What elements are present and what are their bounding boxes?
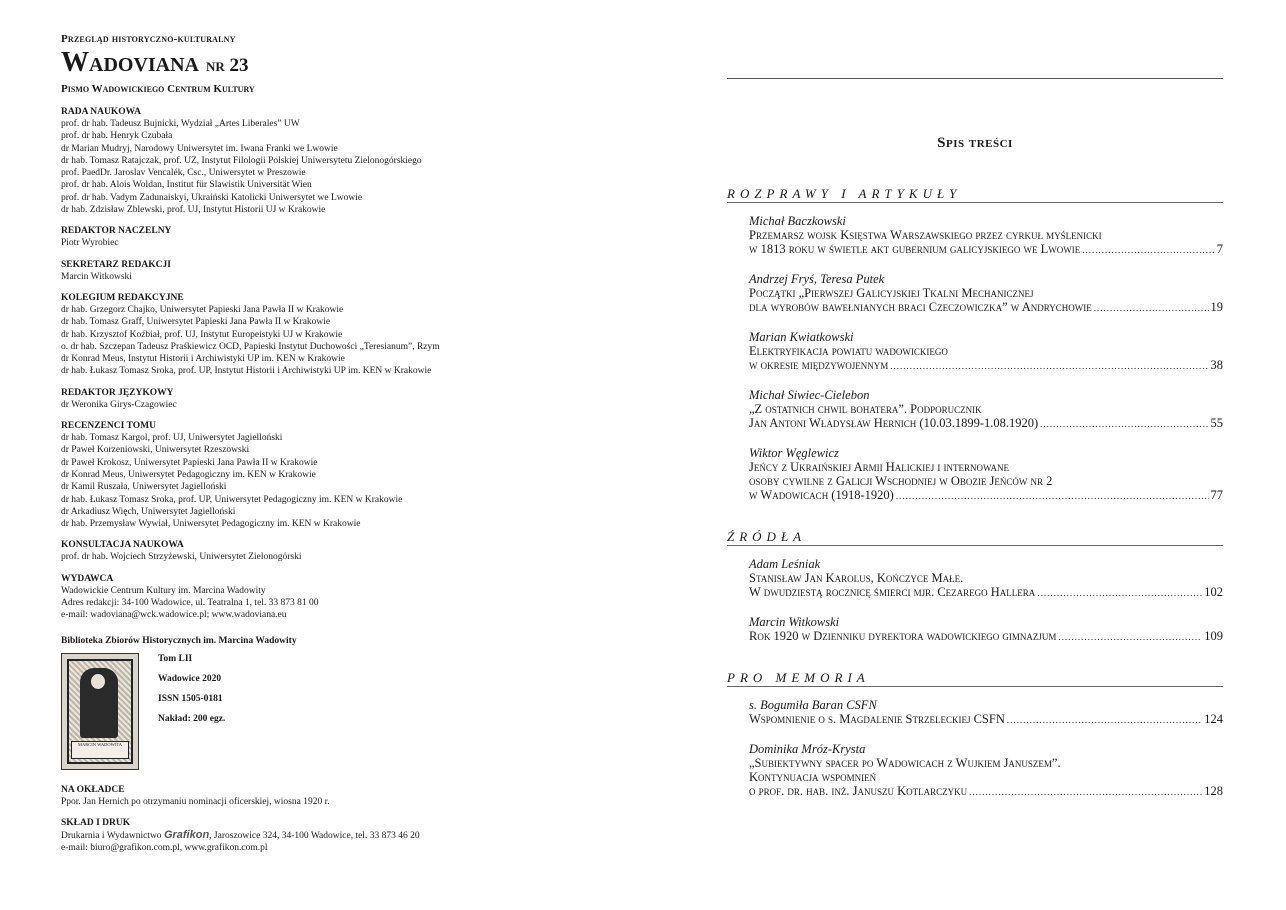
entry-title-line: Elektryfikacja powiatu wadowickiego [749, 344, 948, 358]
editorial-section [61, 225, 661, 249]
leader-dots [969, 785, 1202, 799]
entry-title-line: w 1813 roku w świetle akt gubernium galicyjskiego we Lwowie [749, 242, 1081, 256]
editorial-section [61, 573, 661, 622]
entry-author: Marcin Witkowski [749, 615, 840, 629]
toc-entry[interactable] [749, 388, 1223, 431]
section-line: Marcin Witkowski [61, 271, 132, 282]
editorial-section [61, 420, 661, 530]
entry-author: Michał Siwiec-Cielebon [749, 388, 870, 402]
section-heading: SEKRETARZ REDAKCJI [61, 259, 171, 270]
toc-entry[interactable] [749, 272, 1223, 315]
entry-title-last-line [749, 416, 1223, 431]
section-line: dr Konrad Meus, Uniwersytet Pedagogiczny im. KEN w Krakowie [61, 469, 316, 480]
entry-author: Marian Kwiatkowski [749, 330, 854, 344]
section-heading: REDAKTOR JĘZYKOWY [61, 387, 174, 398]
entry-title-line: Wspomnienie o s. Magdalenie Strzeleckiej CSFN [749, 712, 1005, 726]
section-line: prof. dr hab. Wojciech Strzyżewski, Uniwersytet Zielonogórski [61, 552, 302, 563]
editorial-section [61, 106, 661, 216]
section-line: dr hab. Tomasz Kargol, prof. UJ, Uniwersytet Jagielloński [61, 433, 283, 444]
top-rule [727, 78, 1223, 79]
entry-page-number: 38 [1210, 358, 1223, 372]
place-year: Wadowice 2020 [158, 673, 222, 684]
entry-title-last-line [749, 629, 1223, 644]
section-line: dr hab. Łukasz Tomasz Sroka, prof. UP, Uniwersytet Pedagogiczny im. KEN w Krakowie [61, 494, 403, 505]
entry-title-line: w okresie międzywojennym [749, 358, 889, 372]
entry-page-number: 124 [1204, 712, 1223, 726]
issn: ISSN 1505-0181 [158, 693, 223, 704]
entry-author: s. Bogumiła Baran CSFN [749, 698, 877, 712]
section-line: dr Arkadiusz Więch, Uniwersytet Jagielloński [61, 506, 236, 517]
masthead-top: Przegląd historyczno-kulturalny [61, 33, 236, 45]
editorial-sections [61, 106, 661, 622]
section-heading: RECENZENCI TOMU [61, 421, 156, 432]
section-line: dr Weronika Girys-Czagowiec [61, 399, 177, 410]
leader-dots [1082, 243, 1215, 257]
portrait-image [61, 653, 139, 770]
toc-category: PRO MEMORIA [727, 670, 870, 685]
book-block [61, 653, 661, 770]
section-line: dr hab. Krzysztof Koźbiał, prof. UJ, Instytut Europeistyki UJ w Krakowie [61, 329, 343, 340]
cover-text: Ppor. Jan Hernich po otrzymaniu nominacji oficerskiej, wiosna 1920 r. [61, 796, 330, 807]
section-heading: KONSULTACJA NAUKOWA [61, 540, 184, 551]
leader-dots [896, 489, 1209, 503]
section-line: prof. dr hab. Vadym Zadunaiskyi, Ukraiński Katolicki Uniwersytet we Lwowie [61, 192, 363, 203]
print-line-1 [61, 829, 661, 842]
entry-title-line: Przemarsz wojsk Księstwa Warszawskiego przez cyrkuł myślenicki [749, 228, 1102, 242]
book-info [158, 653, 225, 770]
entry-author: Andrzej Fryś, Teresa Putek [749, 272, 885, 286]
masthead-subtitle: Pismo Wadowickiego Centrum Kultury [61, 83, 255, 95]
section-line: prof. dr hab. Tadeusz Bujnicki, Wydział „Artes Liberales” UW [61, 119, 300, 129]
print-section [61, 817, 661, 855]
entry-page-number: 55 [1210, 416, 1223, 430]
toc-category: ROZPRAWY I ARTYKUŁY [727, 186, 962, 201]
entry-title-line: Kontynuacja wspomnień [749, 770, 877, 784]
entry-title-line: Jan Antoni Władysław Hernich (10.03.1899-1.08.1920) [749, 416, 1039, 430]
entry-page-number: 128 [1204, 784, 1223, 798]
leader-dots [890, 359, 1208, 373]
entry-title-last-line [749, 242, 1223, 257]
leader-dots [1058, 630, 1202, 644]
print-post: , Jaroszowice 324, 34-100 Wadowice, tel. 33 873 46 20 [209, 830, 420, 841]
left-page [61, 33, 661, 855]
leader-dots [1007, 713, 1202, 727]
right-page [727, 78, 1223, 799]
section-heading: KOLEGIUM REDAKCYJNE [61, 292, 184, 303]
cover-section [61, 784, 661, 808]
entry-title-line: Stanisław Jan Karolus, Kończyce Małe. [749, 571, 964, 585]
section-line: dr Marian Mudryj, Narodowy Uniwersytet im. Iwana Franki we Lwowie [61, 143, 338, 154]
entry-title-line: Początki „Pierwszej Galicyjskiej Tkalni Mechanicznej [749, 286, 1034, 300]
toc-entry[interactable] [749, 615, 1223, 644]
section-line: Piotr Wyrobiec [61, 238, 119, 249]
cover-heading: NA OKŁADCE [61, 784, 125, 795]
entry-title-line: osoby cywilne z Galicji Wschodniej w Obozie Jeńców nr 2 [749, 474, 1053, 488]
section-line: dr hab. Grzegorz Chajko, Uniwersytet Papieski Jana Pawła II w Krakowie [61, 304, 344, 315]
entry-title-last-line [749, 488, 1223, 503]
editorial-section [61, 539, 661, 563]
entry-title-line: dla wyrobów bawełnianych braci Czeczowiczka” w Andrychowie [749, 300, 1092, 314]
editorial-section [61, 259, 661, 283]
issue-number: nr 23 [206, 55, 249, 76]
section-line: dr Kamil Ruszała, Uniwersytet Jagielloński [61, 482, 227, 493]
entry-page-number: 7 [1216, 242, 1223, 256]
leader-dots [1040, 417, 1208, 431]
section-line: dr hab. Zdzisław Zblewski, prof. UJ, Instytut Historii UJ w Krakowie [61, 205, 326, 216]
print-heading: SKŁAD I DRUK [61, 817, 131, 828]
section-line: prof. dr hab. Alois Woldan, Institut für Slawistik Universität Wien [61, 180, 312, 191]
section-heading: RADA NAUKOWA [61, 107, 141, 117]
entry-title-line: Rok 1920 w Dzienniku dyrektora wadowickiego gimnazjum [749, 629, 1057, 643]
leader-dots [1037, 586, 1202, 600]
biblioteka-heading: Biblioteka Zbiorów Historycznych im. Marcina Wadowity [61, 635, 297, 646]
section-heading: WYDAWCA [61, 573, 114, 584]
section-line: e-mail: wadoviana@wck.wadowice.pl; www.wadoviana.eu [61, 610, 287, 621]
entry-title-line: o prof. dr. hab. inż. Januszu Kotlarczyku [749, 784, 968, 798]
entry-title-line: „Z ostatnich chwil bohatera”. Podporucznik [749, 402, 982, 416]
entry-title-line: „Subiektywny spacer po Wadowicach z Wujkiem Januszem”. [749, 756, 1061, 770]
category-rule [727, 545, 1223, 546]
toc-entry[interactable] [749, 446, 1223, 503]
section-line: o. dr hab. Szczepan Tadeusz Praśkiewicz OCD, Papieski Instytut Duchowości „Teresianum”, Rzym [61, 341, 440, 352]
entry-title-line: Jeńcy z Ukraińskiej Armii Halickiej i internowane [749, 460, 1009, 474]
entry-title-line: W dwudziestą rocznicę śmierci mjr. Cezarego Hallera [749, 585, 1036, 599]
category-rule [727, 686, 1223, 687]
section-line: prof. PaedDr. Jaroslav Vencalék, Csc., Uniwersytet w Preszowie [61, 168, 306, 179]
magazine-title [61, 47, 661, 82]
entry-title-last-line [749, 585, 1223, 600]
portrait-caption: MARCIN WADOWITA [71, 741, 129, 759]
editorial-section [61, 292, 661, 378]
entry-title-last-line [749, 300, 1223, 315]
section-line: Adres redakcji: 34-100 Wadowice, ul. Teatralna 1, tel. 33 873 81 00 [61, 598, 319, 609]
section-line: dr Paweł Korzeniowski, Uniwersytet Rzeszowski [61, 445, 250, 456]
section-line: dr hab. Tomasz Ratajczak, prof. UZ, Instytut Filologii Polskiej Uniwersytetu Zielonogórskiego [61, 155, 422, 166]
toc-category: ŹRÓDŁA [727, 529, 807, 544]
section-line: dr hab. Przemysław Wywiał, Uniwersytet Pedagogiczny im. KEN w Krakowie [61, 519, 361, 530]
table-of-contents [727, 186, 1223, 799]
print-pre: Drukarnia i Wydawnictwo [61, 830, 164, 841]
entry-title-last-line [749, 712, 1223, 727]
leader-dots [1094, 301, 1209, 315]
entry-author: Michał Baczkowski [749, 214, 846, 228]
section-line: dr Paweł Krokosz, Uniwersytet Papieski Jana Pawła II w Krakowie [61, 457, 318, 468]
section-heading: REDAKTOR NACZELNY [61, 226, 172, 237]
entry-author: Dominika Mróz-Krysta [749, 742, 866, 756]
entry-author: Adam Leśniak [749, 557, 821, 571]
entry-page-number: 102 [1204, 585, 1223, 599]
tom: Tom LII [158, 653, 193, 664]
entry-title-line: w Wadowicach (1918-1920) [749, 488, 894, 502]
category-rule [727, 202, 1223, 203]
entry-page-number: 109 [1204, 629, 1223, 643]
toc-entry[interactable] [749, 698, 1223, 727]
toc-title: Spis treści [937, 135, 1013, 151]
entry-title-last-line [749, 358, 1223, 373]
entry-page-number: 19 [1210, 300, 1223, 314]
entry-page-number: 77 [1210, 488, 1223, 502]
section-line: prof. dr hab. Henryk Czubała [61, 131, 173, 142]
magazine-name: Wadoviana [61, 47, 199, 78]
print-line-2: e-mail: biuro@grafikon.com.pl, www.grafikon.com.pl [61, 843, 268, 854]
toc-entry[interactable] [749, 742, 1223, 799]
section-line: Wadowickie Centrum Kultury im. Marcina Wadowity [61, 585, 266, 596]
section-line: dr hab. Tomasz Graff, Uniwersytet Papieski Jana Pawła II w Krakowie [61, 317, 331, 328]
entry-title-last-line [749, 784, 1223, 799]
naklad: Nakład: 200 egz. [158, 713, 226, 724]
toc-entry[interactable] [749, 214, 1223, 257]
toc-entry[interactable] [749, 330, 1223, 373]
editorial-section [61, 387, 661, 411]
grafikon-logo: Grafikon [163, 828, 210, 841]
entry-author: Wiktor Węglewicz [749, 446, 839, 460]
section-line: dr hab. Łukasz Tomasz Sroka, prof. UP, Instytut Historii i Archiwistyki UP im. KEN w Krakowie [61, 366, 432, 377]
section-line: dr Konrad Meus, Instytut Historii i Archiwistyki UP im. KEN w Krakowie [61, 354, 345, 365]
toc-entry[interactable] [749, 557, 1223, 600]
